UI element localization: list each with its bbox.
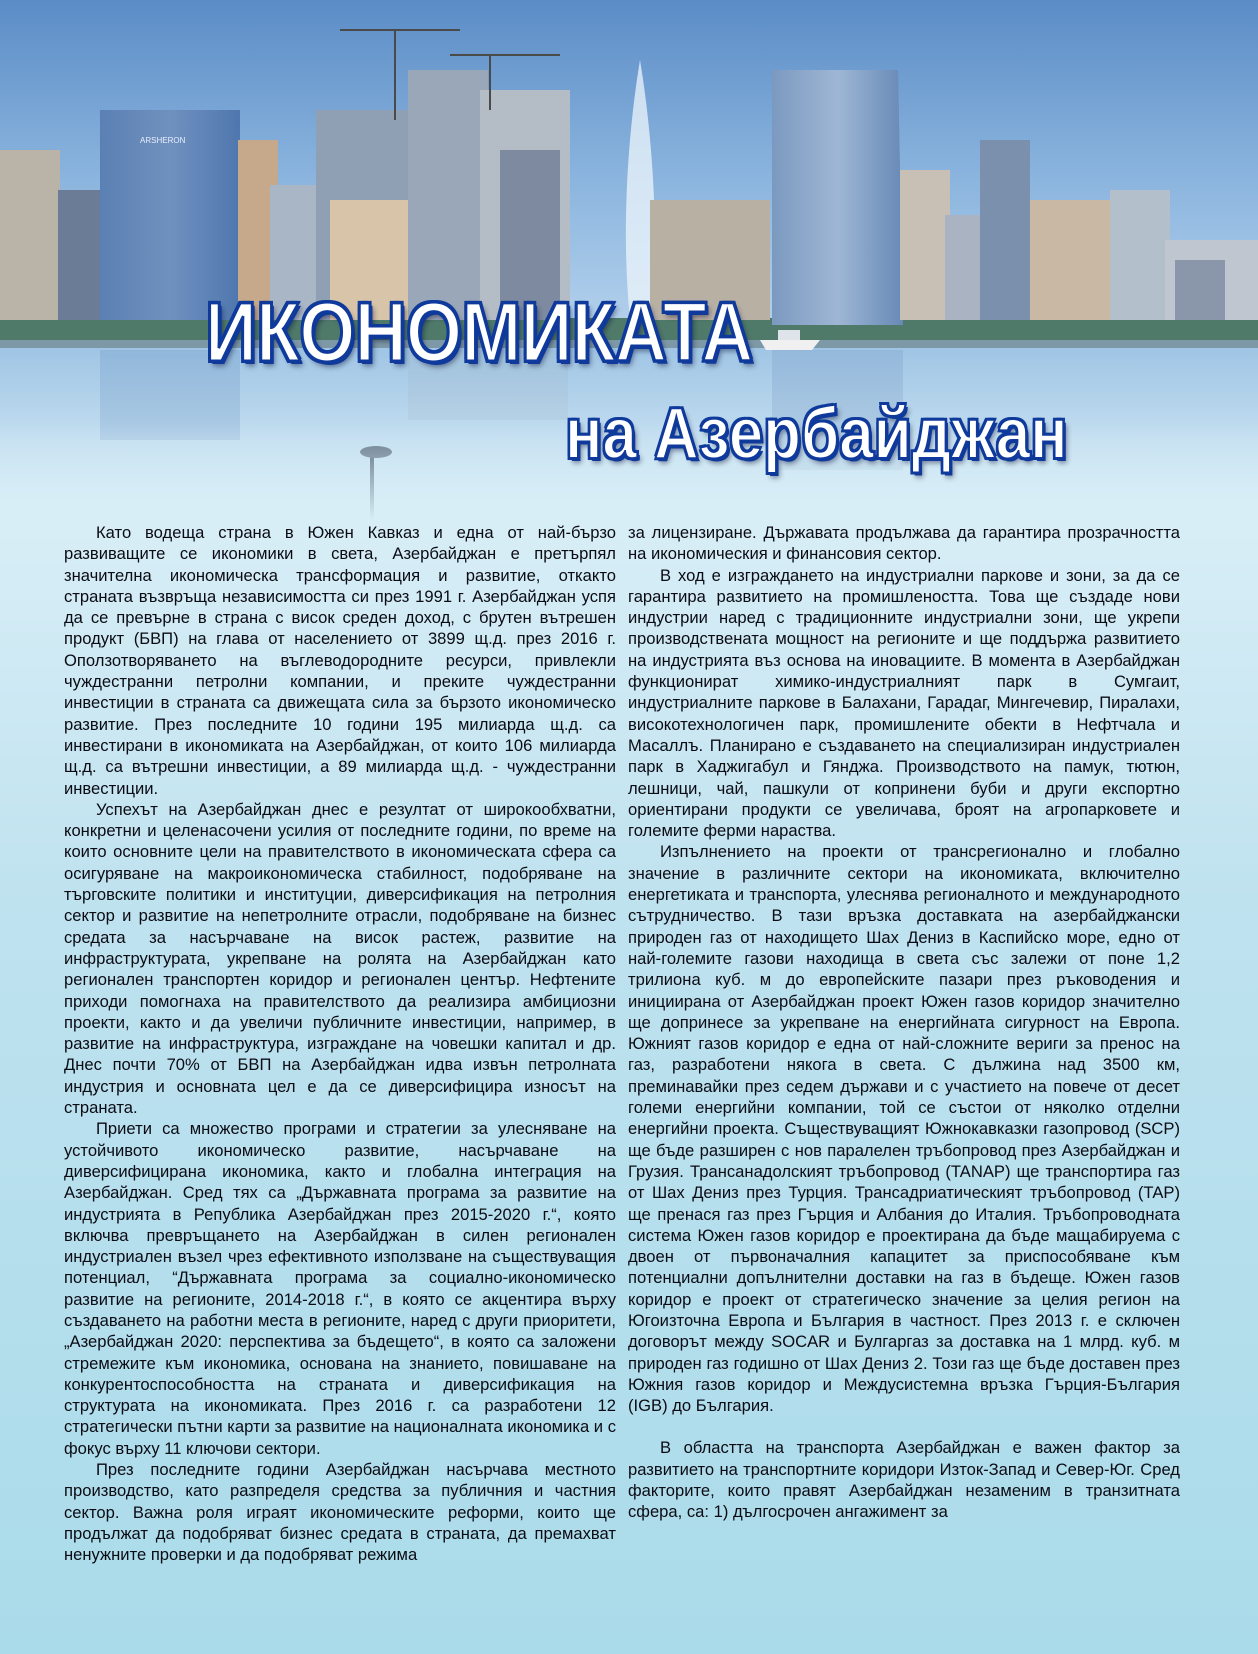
article-paragraph: През последните години Азербайджан насърчава местното производство, като разпределя средства за публичния и частния сектор. Важна роля играят икономическите реформи, които ще продължат да подобряват бизнес средата в страната, да премахват ненужните проверки и да подобряват режима: [64, 1460, 616, 1565]
article-paragraph: В ход е изграждането на индустриални паркове и зони, за да се гарантира развитието на промишлеността. Това ще създаде нови индустрии наред с традиционните индустриални зони, ще укрепи производствената мощност на регионите и ще поддържа развитието на индустрията въз основа на иновациите. В момента в Азербайджан функционират химико-индустриалният парк в Сумгаит, индустриалните паркове в Балахани, Гарадаг, Мингечевир, Пиралахи, високотехнологичен парк, промишлените обекти в Нефтчала и Масаллъ. Планирано е създаването на специализиран индустриален парк в Хаджигабул и Гянджа. Производството на памук, тютюн, лешници, чай, пашкули от копринени буби и други експортно ориентирани продукти се увеличава, броят на агропарковете и големите ферми нараства.: [628, 565, 1180, 841]
article-paragraph: Изпълнението на проекти от трансрегионално и глобално значение в различните сектори на икономиката, включително енергетиката и транспорта, улеснява регионалното и международното сътрудничество. В тази връзка доставката на азербайджански природен газ от находището Шах Дениз в Каспийско море, едно от най-големите газови находища в света със залежи от поне 1,2 трилиона куб. м до европейските пазари през ръководения и инициирана от Азербайджан проект Южен газов коридор значително ще допринесе за укрепване на енергийната сигурност на Европа. Южният газов коридор е една от най-сложните вериги за пренос на газ, разработени някога в света. С дължина над 3500 км, преминавайки през седем държави и с участието на повече от десет големи енергийни компании, той се състои от няколко отделни енергийни проекта. Съществуващият Южнокавказки газопровод (SCP) ще бъде разширен с нов паралелен тръбопровод през Азербайджан и Грузия. Трансанадолският тръбопровод (TANAP) ще транспортира газ от Шах Дениз през Турция. Трансадриатическият тръбопровод (TAP) ще пренася газ през Гърция и Албания до Италия. Тръбопроводната система Южен газов коридор е проектирана да бъде мащабируема с двоен от първоначалния капацитет за приспособяване към потенциални допълнителни доставки на газ в бъдеще. Южен газов коридор е проект от стратегическо значение за целия регион на Югоизточна Европа и България в частност. През 2013 г. е сключен договорът между SOCAR и Булгаргаз за доставка на 1 млрд. куб. м природен газ годишно от Шах Дениз 2. Този газ ще бъде доставен през Южния газов коридор и Междусистемна връзка Гърция-България (IGB) до България.: [628, 842, 1180, 1416]
article-left-column: [64, 522, 616, 1566]
article-paragraph: Приети са множество програми и стратегии за улесняване на устойчивото икономическо развитие, насърчаване на диверсифицирана икономика, както и глобална интеграция на Азербайджан. Сред тях са „Държавната програма за развитие на индустрията в Република Азербайджан през 2015-2020 г.“, която включва превръщането на Азербайджан в силен регионален индустриален възел чрез ефективното използване на съществуващия потенциал, “Държавната програма за социално-икономическо развитие на регионите, 2014-2018 г.“, в която се акцентира върху създаването на работни места в регионите, наред с други приоритети, „Азербайджан 2020: перспектива за бъдещето“, в която са заложени стремежите към икономика, основана на знанието, повишаване на конкурентоспособността на страната и диверсификация на структурата на икономиката. През 2016 г. са разработени 12 стратегически пътни карти за развитие на националната икономика и с фокус върху 11 ключови сектори.: [64, 1119, 616, 1458]
hero-cityscape: [0, 0, 1258, 520]
article-right-column: [628, 522, 1180, 1523]
page-subtitle: на Азербайджан: [565, 394, 1068, 474]
article-paragraph: Успехът на Азербайджан днес е резултат от широкообхватни, конкретни и целенасочени усилия от последните години, по време на които основните цели на правителството в икономическата сфера са осигуряване на макроикономическа стабилност, подобряване на търговските политики и институции, диверсификация на петролния сектор и развитие на непетролните отрасли, подобряване на бизнес средата за насърчаване на висок растеж, развитие на инфраструктурата, укрепване на ролята на Азербайджан като регионален транспортен коридор и регионален център. Нефтените приходи помогнаха на правителството да реализира амбициозни проекти, както и да увеличи публичните инвестиции, например, в развитие на инфраструктура, изграждане на човешки капитал и др. Днес почти 70% от БВП на Азербайджан идва извън петролната индустрия и основната цел е да се диверсифицира износът на страната.: [64, 799, 616, 1118]
page-title: ИКОНОМИКАТА: [205, 285, 753, 379]
article-paragraph: Като водеща страна в Южен Кавказ и една от най-бързо развиващите се икономики в света, Азербайджан е претърпял значителна икономическа трансформация и развитие, откакто страната възвръща независимостта си през 1991 г. Азербайджан успя да се превърне в страна с висок среден доход, с брутен вътрешен продукт (БВП) на глава от населението от 3899 щ.д. през 2016 г. Оползотворяването на въглеводородните ресурси, привлекли чуждестранни петролни компании, и преките чуждестранни инвестиции в страната са движещата сила за бързото икономическо развитие. През последните 10 години 195 милиарда щ.д. са инвестирани в икономиката на Азербайджан, от които 106 милиарда щ.д. са вътрешни инвестиции, а 89 милиарда щ.д. - чуждестранни инвестиции.: [64, 523, 616, 798]
article-paragraph: за лицензиране. Държавата продължава да гарантира прозрачността на икономическия и финансовия сектор.: [628, 523, 1180, 564]
article-paragraph: В областта на транспорта Азербайджан е важен фактор за развитието на транспортните коридори Изток-Запад и Север-Юг. Сред факторите, които правят Азербайджан незаменим в транзитната сфера, са: 1) дългосрочен ангажимент за: [628, 1438, 1180, 1522]
building-sign: ARSHERON: [140, 136, 186, 145]
